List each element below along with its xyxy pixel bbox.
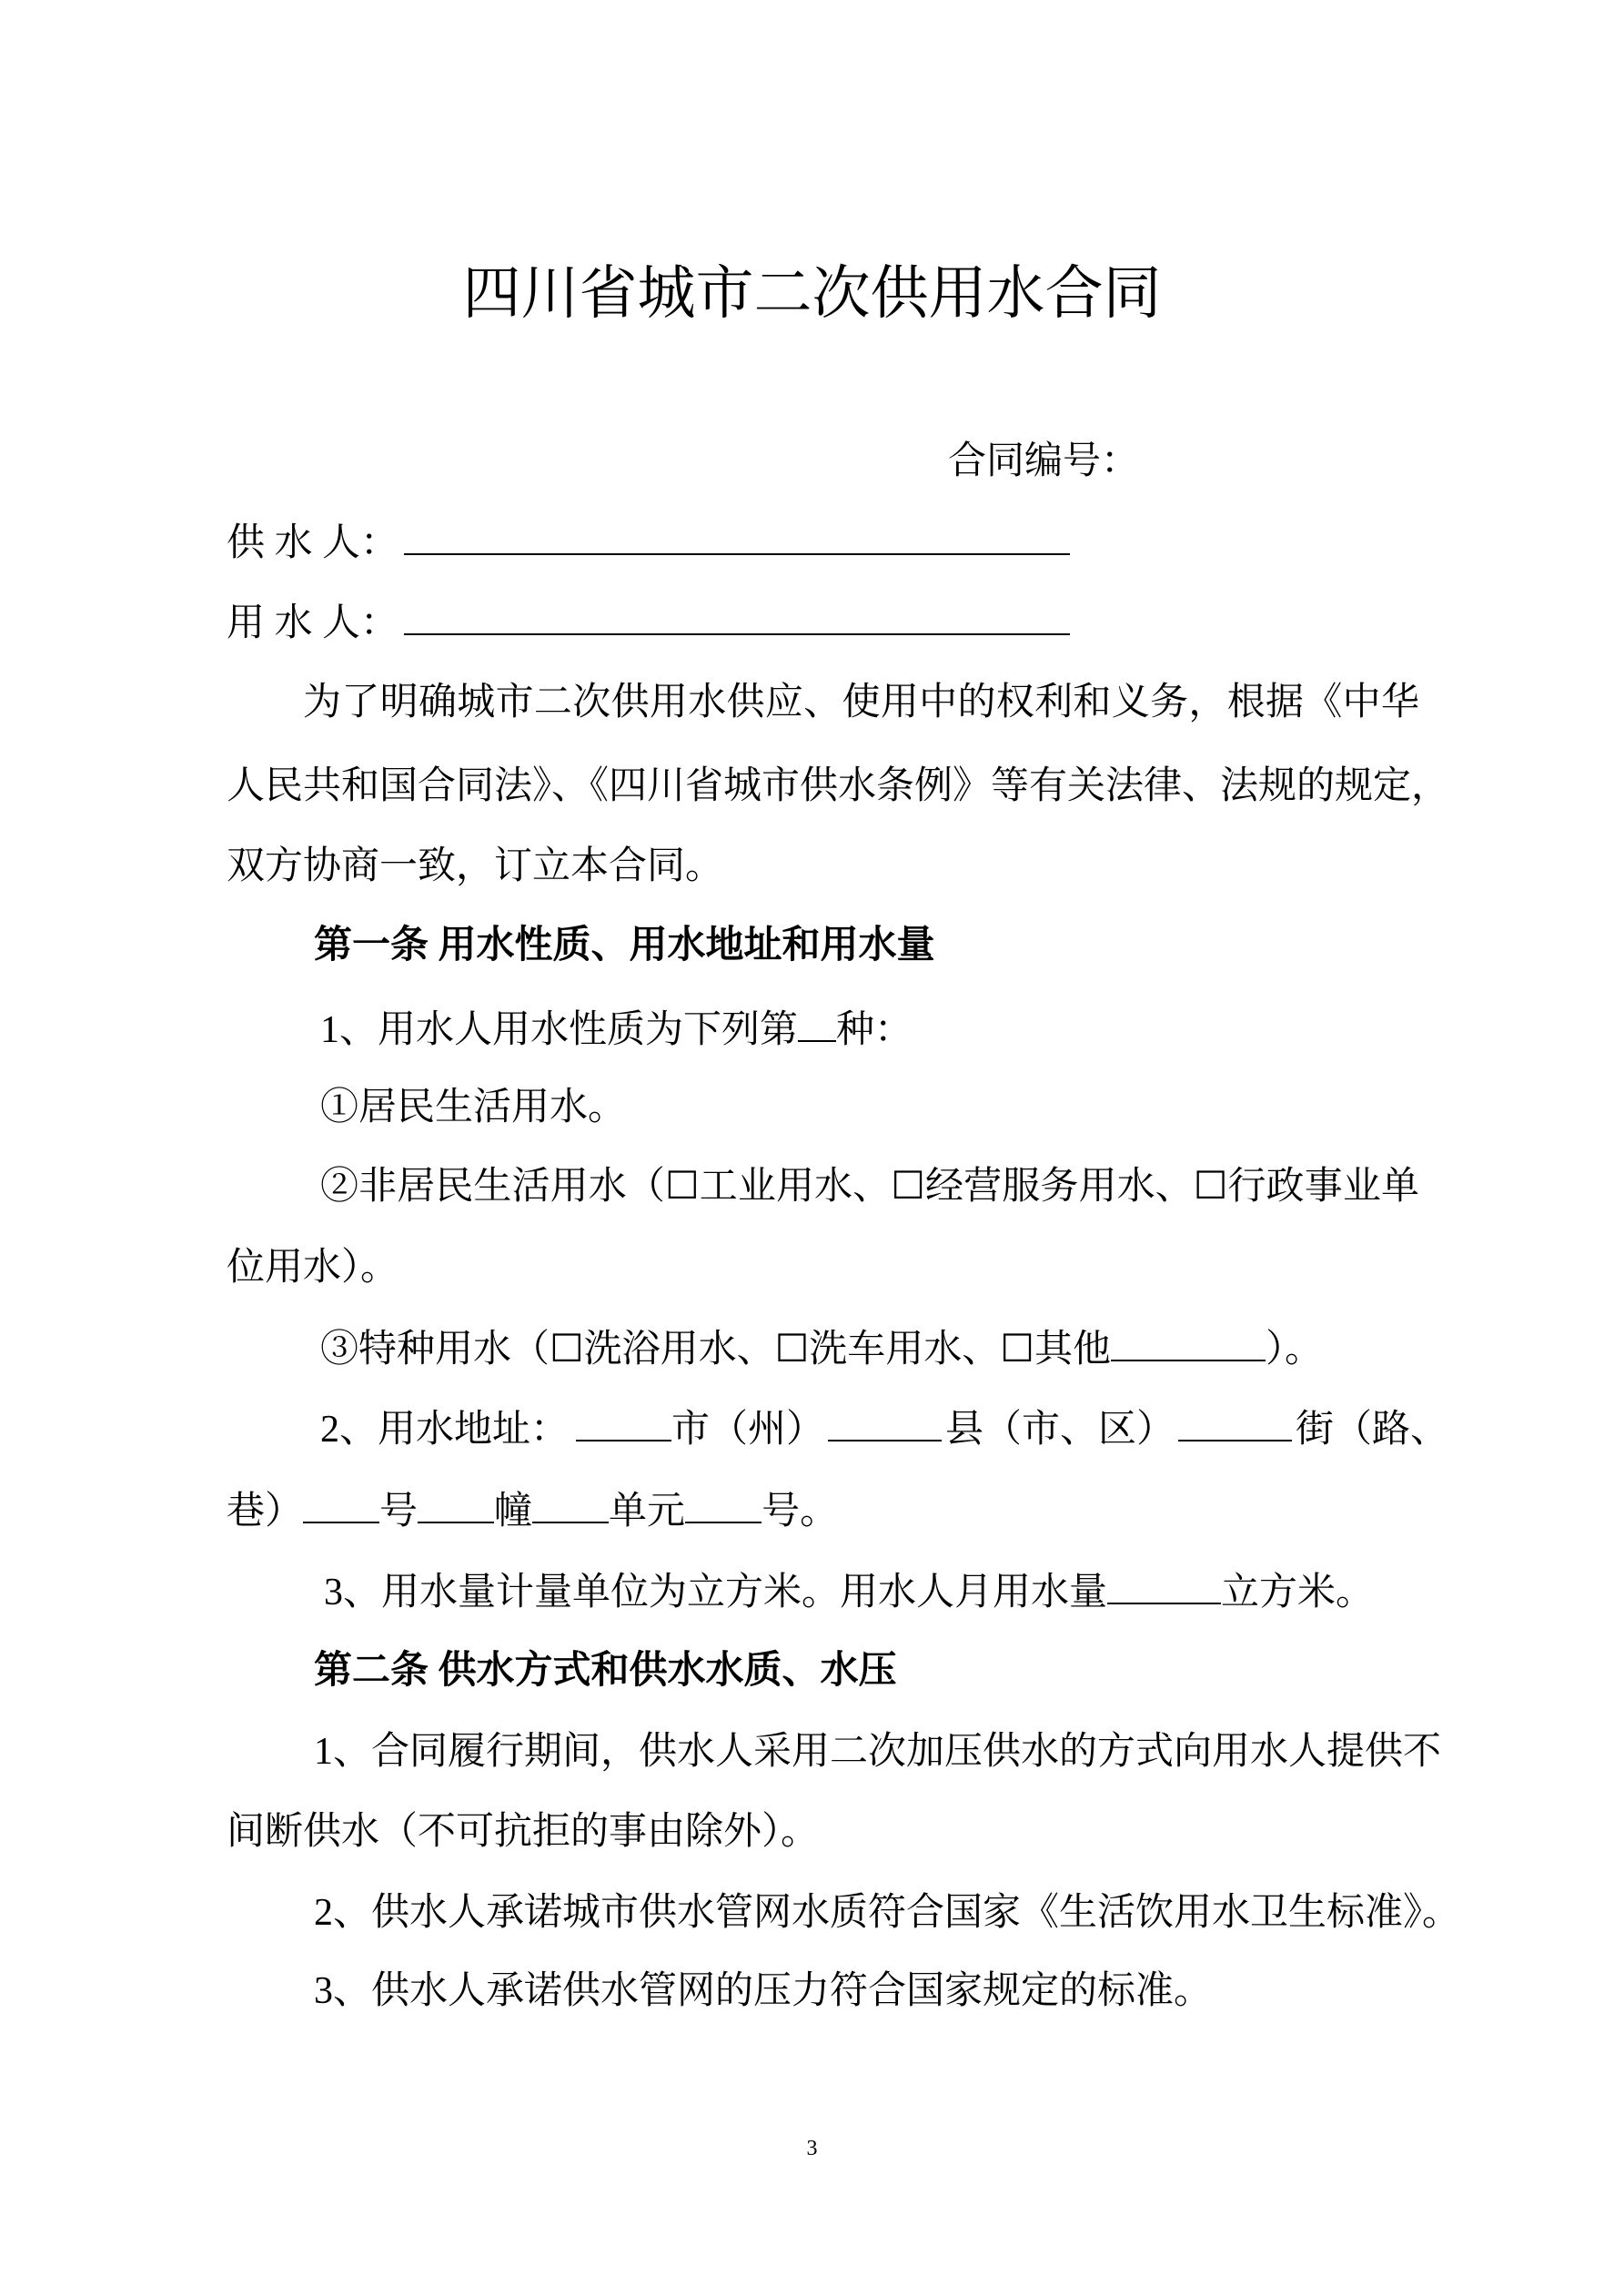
supplier-line xyxy=(227,519,1070,566)
article-1-item-2-cont xyxy=(227,1487,838,1534)
volume-blank[interactable] xyxy=(1107,1568,1221,1604)
supplier-label: 供 水 人： xyxy=(227,522,399,564)
item-text: 3、用水量计量单位为立方米。用水人月用水量 xyxy=(324,1572,1108,1613)
item-text: 号。 xyxy=(762,1491,839,1532)
item-text: 单元 xyxy=(609,1491,686,1532)
item-text: 幢 xyxy=(494,1491,533,1532)
county-blank[interactable] xyxy=(828,1405,942,1441)
item-text: ）。 xyxy=(1265,1329,1323,1371)
option-2-line-2: 位用水）。 xyxy=(227,1247,399,1289)
building-blank[interactable] xyxy=(418,1487,494,1523)
article-1-item-3 xyxy=(324,1568,1374,1615)
item-text: 街（路、 xyxy=(1296,1409,1449,1451)
option-1: ①居民生活用水。 xyxy=(320,1087,627,1128)
item-text: 立方米。 xyxy=(1221,1572,1375,1613)
number-blank[interactable] xyxy=(303,1487,379,1523)
article-1-heading: 第一条 用水性质、用水地址和用水量 xyxy=(314,925,935,966)
page-number: 3 xyxy=(806,2137,818,2160)
contract-number-label: 合同编号： xyxy=(948,440,1140,482)
other-blank[interactable] xyxy=(1111,1325,1266,1361)
item-text: 市（州） xyxy=(671,1409,825,1451)
article-2-item-1-line-2: 间断供水（不可抗拒的事由除外）。 xyxy=(227,1811,820,1853)
user-line xyxy=(227,599,1070,646)
option-2-line-1: ②非居民生活用水（☐工业用水、☐经营服务用水、☐行政事业单 xyxy=(320,1166,1419,1208)
article-2-item-2: 2、供水人承诺城市供水管网水质符合国家《生活饮用水卫生标准》。 xyxy=(314,1892,1461,1934)
user-blank[interactable] xyxy=(404,599,1070,635)
item-text: 县（市、区） xyxy=(945,1409,1175,1451)
type-blank[interactable] xyxy=(798,1006,836,1042)
document-title: 四川省城市二次供用水合同 xyxy=(462,261,1162,326)
option-3 xyxy=(320,1325,1323,1372)
item-text: 1、用水人用水性质为下列第 xyxy=(320,1009,799,1051)
item-text: 巷） xyxy=(227,1491,304,1532)
preamble-line-3: 双方协商一致，订立本合同。 xyxy=(227,845,724,887)
room-blank[interactable] xyxy=(685,1487,762,1523)
preamble-line-2: 人民共和国合同法》、《四川省城市供水条例》等有关法律、法规的规定， xyxy=(227,765,1450,807)
item-text: 种： xyxy=(836,1009,913,1051)
user-label: 用 水 人： xyxy=(227,602,399,644)
article-2-item-3: 3、供水人承诺供水管网的压力符合国家规定的标准。 xyxy=(314,1970,1213,2012)
supplier-blank[interactable] xyxy=(404,519,1070,555)
item-text: 2、用水地址： xyxy=(320,1409,570,1451)
preamble-line-1: 为了明确城市二次供用水供应、使用中的权利和义务，根据《中华 xyxy=(303,682,1419,723)
article-1-item-1 xyxy=(320,1006,913,1053)
item-text: 号 xyxy=(379,1491,419,1532)
item-text: ③特种用水（☐洗浴用水、☐洗车用水、☐其他 xyxy=(320,1329,1111,1371)
article-1-item-2 xyxy=(320,1405,1448,1452)
street-blank[interactable] xyxy=(1178,1405,1292,1441)
article-2-heading: 第二条 供水方式和供水水质、水压 xyxy=(314,1650,897,1692)
article-2-item-1-line-1: 1、合同履行期间，供水人采用二次加压供水的方式向用水人提供不 xyxy=(314,1731,1442,1773)
unit-blank[interactable] xyxy=(532,1487,609,1523)
city-blank[interactable] xyxy=(576,1405,671,1441)
